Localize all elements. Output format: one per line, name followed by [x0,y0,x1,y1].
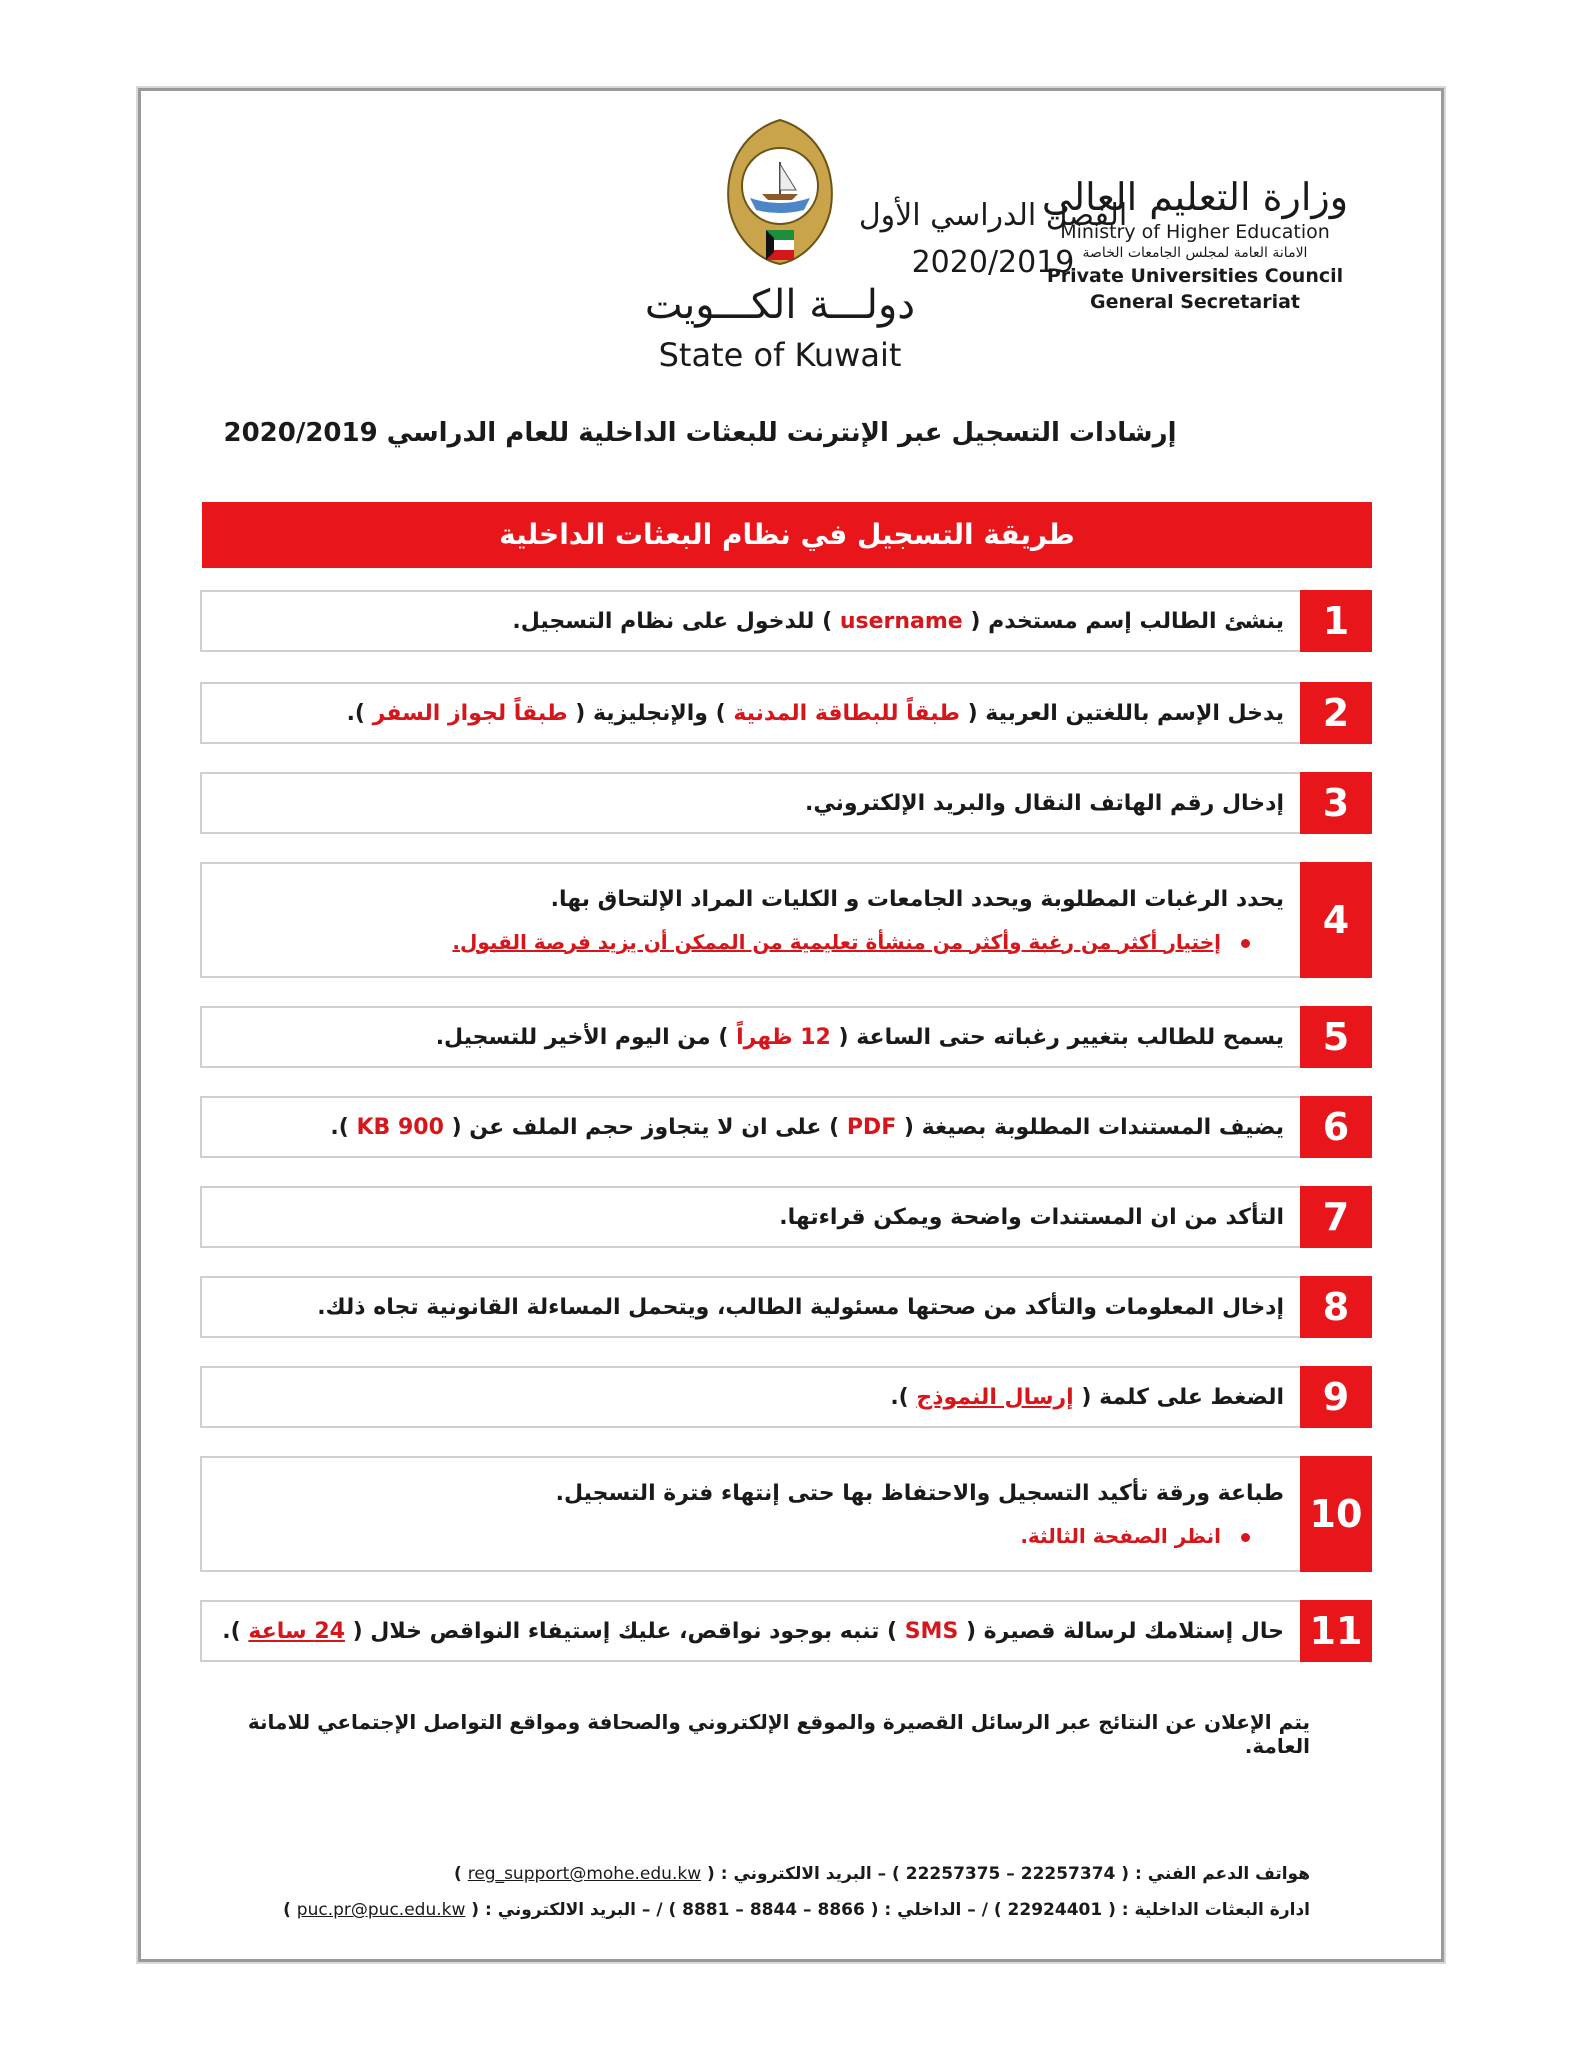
step-bullet: انظر الصفحة الثالثة. [222,1524,1250,1548]
step-number: 8 [1300,1276,1372,1338]
step-text: التأكد من ان المستندات واضحة ويمكن قراءتها. [779,1204,1284,1230]
step-highlight: 12 ظهراً [736,1024,831,1050]
step-number: 4 [1300,862,1372,978]
term-label: الفصل الدراسي الأول [858,198,1128,233]
step-text: إدخال المعلومات والتأكد من صحتها مسئولية الطالب، ويتحمل المساءلة القانونية تجاه ذلك. [317,1294,1284,1320]
step-highlight: PDF [846,1114,897,1140]
document-title: إرشادات التسجيل عبر الإنترنت للبعثات الداخلية للعام الدراسي 2020/2019 [223,418,1177,448]
step-row [200,1186,1372,1248]
step-number: 3 [1300,772,1372,834]
step-highlight: إرسال النموذج [916,1384,1074,1410]
term-year: 2020/2019 [911,245,1075,280]
step-text: إدخال رقم الهاتف النقال والبريد الإلكتروني. [805,790,1284,816]
step-number: 6 [1300,1096,1372,1158]
step-number: 2 [1300,682,1372,744]
support-contact-line: هواتف الدعم الفني : ( 22257374 – 22257375 ) – البريد الالكتروني : ( reg_support@mohe.edu.kw ) [454,1864,1310,1884]
step-row [200,1276,1372,1338]
step-highlight: 900 KB [356,1114,444,1140]
state-name-arabic: دولـــة الكـــويت [644,282,916,328]
step-bullet: إختيار أكثر من رغبة وأكثر من منشأة تعليمية من الممكن أن يزيد فرصة القبول. [222,930,1250,954]
ministry-block [1040,175,1350,313]
section-banner: طريقة التسجيل في نظام البعثات الداخلية [202,502,1372,568]
step-highlight: طبقاً للبطاقة المدنية [733,700,960,726]
step-row [200,590,1372,652]
step-row [200,1366,1372,1428]
step-number: 9 [1300,1366,1372,1428]
step-text: حال إستلامك لرسالة قصيرة ( SMS ) تنبه بوجود نواقص، عليك إستيفاء النواقص خلال ( 24 ساعة ). [222,1618,1284,1644]
secretariat-english: General Secretariat [1090,291,1300,313]
step-text: يحدد الرغبات المطلوبة ويحدد الجامعات و الكليات المراد الإلتحاق بها. إختيار أكثر من رغبة وأكثر من منشأة تعليمية من الممكن أن يزيد فرصة القبول. [222,864,1284,976]
step-row [200,862,1372,978]
step-row [200,682,1372,744]
ministry-name-english: Ministry of Higher Education [1060,221,1330,243]
ministry-name-arabic: وزارة التعليم العالي [1041,175,1349,219]
step-text: يسمح للطالب بتغيير رغباته حتى الساعة ( 12 ظهراً ) من اليوم الأخير للتسجيل. [435,1024,1284,1050]
step-row [200,1096,1372,1158]
step-number: 1 [1300,590,1372,652]
step-row [200,772,1372,834]
scholarship-email-link[interactable]: puc.pr@puc.edu.kw [296,1900,466,1920]
step-number: 10 [1300,1456,1372,1572]
council-english: Private Universities Council [1046,265,1344,287]
secretariat-arabic: الامانة العامة لمجلس الجامعات الخاصة [1082,245,1308,261]
step-row [200,1456,1372,1572]
step-text: طباعة ورقة تأكيد التسجيل والاحتفاظ بها حتى إنتهاء فترة التسجيل. انظر الصفحة الثالثة. [222,1458,1284,1570]
step-highlight: 24 ساعة [248,1618,345,1644]
step-text: يضيف المستندات المطلوبة بصيغة ( PDF ) على ان لا يتجاوز حجم الملف عن ( 900 KB ). [330,1114,1284,1140]
step-number: 7 [1300,1186,1372,1248]
step-highlight: طبقاً لجواز السفر [372,700,568,726]
bullet-icon [1241,1533,1250,1542]
step-row [200,1006,1372,1068]
step-text: يدخل الإسم باللغتين العربية ( طبقاً للبطاقة المدنية ) والإنجليزية ( طبقاً لجواز السفر ). [346,700,1284,726]
step-highlight: SMS [904,1618,959,1644]
results-announcement: يتم الإعلان عن النتائج عبر الرسائل القصيرة والموقع الإلكتروني والصحافة ومواقع التواصل الإجتماعي للامانة العامة. [247,1710,1310,1758]
step-row [200,1600,1372,1662]
step-text: ينشئ الطالب إسم مستخدم ( username ) للدخول على نظام التسجيل. [512,608,1284,634]
kuwait-emblem-icon [700,112,860,272]
step-highlight: username [839,608,963,634]
step-number: 11 [1300,1600,1372,1662]
step-text: الضغط على كلمة ( إرسال النموذج ). [890,1384,1284,1410]
state-name-english: State of Kuwait [658,336,902,374]
step-number: 5 [1300,1006,1372,1068]
scholarship-contact-line: ادارة البعثات الداخلية : ( 22924401 ) / – الداخلي : ( 8866 – 8844 – 8881 ) / – البريد الالكتروني : ( puc.pr@puc.edu.kw ) [283,1900,1310,1920]
support-email-link[interactable]: reg_support@mohe.edu.kw [467,1864,702,1884]
bullet-icon [1241,939,1250,948]
